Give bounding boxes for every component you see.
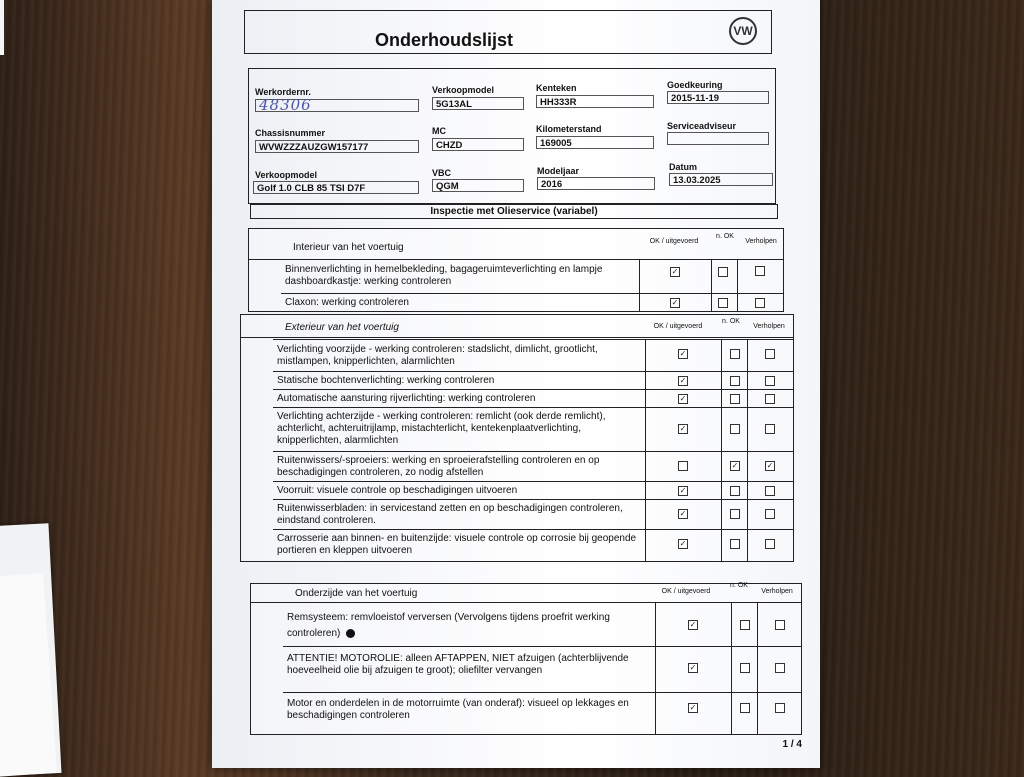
vbc-label: VBC	[432, 168, 452, 178]
inspection-banner: Inspectie met Olieservice (variabel)	[250, 204, 778, 219]
table-row	[273, 371, 793, 390]
chassisnummer-label: Chassisnummer	[255, 128, 326, 138]
row-text: Ruitenwissers/-sproeiers: werking en sproeierafstelling controleren en op beschadigingen controleren, zo nodig afstellen	[277, 455, 600, 478]
section-onderzijde	[250, 583, 802, 735]
marker-dot-icon	[346, 629, 355, 638]
ok-checkbox[interactable]: ✓	[679, 376, 687, 385]
fixed-checkbox[interactable]	[775, 663, 785, 673]
table-row	[281, 259, 783, 294]
section-title: Interieur van het voertuig	[293, 242, 404, 253]
fixed-checkbox[interactable]	[775, 703, 785, 713]
row-text: Ruitenwisserbladen: in servicestand zetten en op beschadigingen controleren, eindstand controleren.	[277, 503, 623, 526]
mc-label: MC	[432, 126, 446, 136]
table-row	[273, 389, 793, 408]
paper-edge	[0, 0, 4, 55]
col-fixed-label: Verholpen	[761, 588, 793, 595]
nok-checkbox[interactable]	[730, 376, 740, 386]
serviceadviseur-field	[667, 132, 769, 145]
ok-checkbox[interactable]: ✓	[679, 349, 687, 358]
table-row	[273, 339, 793, 372]
col-ok-label: OK / uitgevoerd	[649, 238, 699, 245]
table-row	[273, 481, 793, 500]
page-number: 1 / 4	[782, 739, 802, 750]
vehicle-info-box	[248, 68, 776, 204]
ok-checkbox[interactable]: ✓	[679, 394, 687, 403]
nok-checkbox[interactable]	[718, 267, 728, 277]
row-text	[287, 610, 647, 642]
serviceadviseur-label: Serviceadviseur	[667, 121, 737, 131]
fixed-checkbox[interactable]: ✓	[766, 461, 774, 470]
section-exterieur	[240, 314, 794, 562]
fixed-checkbox[interactable]	[765, 394, 775, 404]
nok-checkbox[interactable]	[730, 394, 740, 404]
kenteken-label: Kenteken	[536, 83, 577, 93]
section-header	[249, 229, 783, 260]
verkoopmodel-naam-field: Golf 1.0 CLB 85 TSI D7F	[253, 181, 419, 194]
row-text: Motor en onderdelen in de motorruimte (van onderaf): visueel op lekkages en beschadigingen controleren	[287, 698, 629, 721]
row-text: Carrosserie aan binnen- en buitenzijde: visuele controle op corrosie bij geopende portieren en kleppen uitvoeren	[277, 533, 637, 556]
kenteken-field: HH333R	[536, 95, 654, 108]
ok-checkbox[interactable]: ✓	[679, 509, 687, 518]
verkoopmodel-code-label: Verkoopmodel	[432, 85, 495, 95]
ok-checkbox[interactable]: ✓	[679, 539, 687, 548]
mc-field: CHZD	[432, 138, 524, 151]
row-text: Verlichting achterzijde - werking controleren: remlicht (ook derde remlicht), achterlicht, achteruitrijlamp, mistachterlicht, kentekenplaatverlichting, knipperlichten, alarmlichten	[277, 411, 606, 446]
ok-checkbox[interactable]: ✓	[679, 486, 687, 495]
werkorder-label: Werkordernr.	[255, 87, 311, 97]
nok-checkbox[interactable]	[740, 703, 750, 713]
col-nok-label: n. OK	[716, 233, 734, 240]
fixed-checkbox[interactable]	[765, 539, 775, 549]
table-row	[273, 407, 793, 452]
fixed-checkbox[interactable]	[755, 266, 765, 276]
goedkeuring-field: 2015-11-19	[667, 91, 769, 104]
fixed-checkbox[interactable]	[775, 620, 785, 630]
row-text-content: Remsysteem: remvloeistof verversen (Vervolgens tijdens proefrit werking controleren)	[287, 612, 610, 639]
section-title: Exterieur van het voertuig	[285, 322, 399, 333]
goedkeuring-label: Goedkeuring	[667, 80, 723, 90]
ok-checkbox[interactable]: ✓	[671, 298, 679, 307]
verkoopmodel-code-field: 5G13AL	[432, 97, 524, 110]
maintenance-document	[212, 0, 820, 768]
vbc-field: QGM	[432, 179, 524, 192]
modeljaar-field: 2016	[537, 177, 655, 190]
fixed-checkbox[interactable]	[755, 298, 765, 308]
nok-checkbox[interactable]	[730, 424, 740, 434]
row-text: Verlichting voorzijde - werking controleren: stadslicht, dimlicht, grootlicht, mistlampen, knipperlichten, alarmlichten	[277, 344, 598, 367]
datum-field: 13.03.2025	[669, 173, 773, 186]
nok-checkbox[interactable]	[730, 349, 740, 359]
ok-checkbox[interactable]: ✓	[689, 620, 697, 629]
row-text: Statische bochtenverlichting: werking controleren	[277, 375, 495, 386]
ok-checkbox[interactable]: ✓	[689, 663, 697, 672]
section-header	[241, 315, 793, 338]
ok-checkbox[interactable]: ✓	[671, 267, 679, 276]
fixed-checkbox[interactable]	[765, 509, 775, 519]
row-text: ATTENTIE! MOTOROLIE: alleen AFTAPPEN, NIET afzuigen (achterblijvende hoeveelheid olie bij afzuigen te groot); oliefilter vervangen	[287, 653, 629, 676]
table-row	[283, 692, 801, 734]
fixed-checkbox[interactable]	[765, 349, 775, 359]
table-row	[273, 529, 793, 561]
title-box	[244, 10, 772, 54]
col-nok-label: n. OK	[722, 318, 740, 325]
section-interieur	[248, 228, 784, 312]
nok-checkbox[interactable]	[730, 509, 740, 519]
table-row	[273, 499, 793, 530]
kilometerstand-label: Kilometerstand	[536, 124, 602, 134]
nok-checkbox[interactable]	[730, 486, 740, 496]
datum-label: Datum	[669, 162, 698, 172]
fixed-checkbox[interactable]	[765, 424, 775, 434]
nok-checkbox[interactable]	[740, 663, 750, 673]
kilometerstand-field: 169005	[536, 136, 654, 149]
row-text: Voorruit: visuele controle op beschadigingen uitvoeren	[277, 485, 518, 496]
table-row	[273, 451, 793, 482]
table-row	[283, 602, 801, 647]
ok-checkbox[interactable]: ✓	[689, 703, 697, 712]
nok-checkbox[interactable]: ✓	[731, 461, 739, 470]
vw-logo-icon: VW	[729, 17, 757, 45]
fixed-checkbox[interactable]	[765, 486, 775, 496]
nok-checkbox[interactable]	[740, 620, 750, 630]
page-title: Onderhoudslijst	[375, 30, 514, 50]
col-fixed-label: Verholpen	[753, 323, 785, 330]
col-fixed-label: Verholpen	[745, 238, 777, 245]
col-nok-label: n. OK	[730, 582, 748, 589]
col-ok-label: OK / uitgevoerd	[661, 588, 711, 595]
row-text: Automatische aansturing rijverlichting: werking controleren	[277, 393, 536, 404]
modeljaar-label: Modeljaar	[537, 166, 580, 176]
col-ok-label: OK / uitgevoerd	[653, 323, 703, 330]
table-row	[283, 646, 801, 693]
row-text: Binnenverlichting in hemelbekleding, bagageruimteverlichting en lampje dashboardkastje: werking controleren	[285, 264, 603, 287]
nok-checkbox[interactable]	[730, 539, 740, 549]
row-text: Claxon: werking controleren	[285, 297, 409, 308]
ok-checkbox[interactable]: ✓	[679, 424, 687, 433]
werkorder-field: 48306	[255, 99, 419, 112]
fixed-checkbox[interactable]	[765, 376, 775, 386]
verkoopmodel-naam-label: Verkoopmodel	[255, 170, 318, 180]
ok-checkbox[interactable]	[678, 461, 688, 471]
nok-checkbox[interactable]	[718, 298, 728, 308]
table-row	[281, 293, 783, 312]
section-header	[251, 584, 801, 603]
chassisnummer-field: WVWZZZAUZGW157177	[255, 140, 419, 153]
section-title: Onderzijde van het voertuig	[295, 588, 418, 599]
